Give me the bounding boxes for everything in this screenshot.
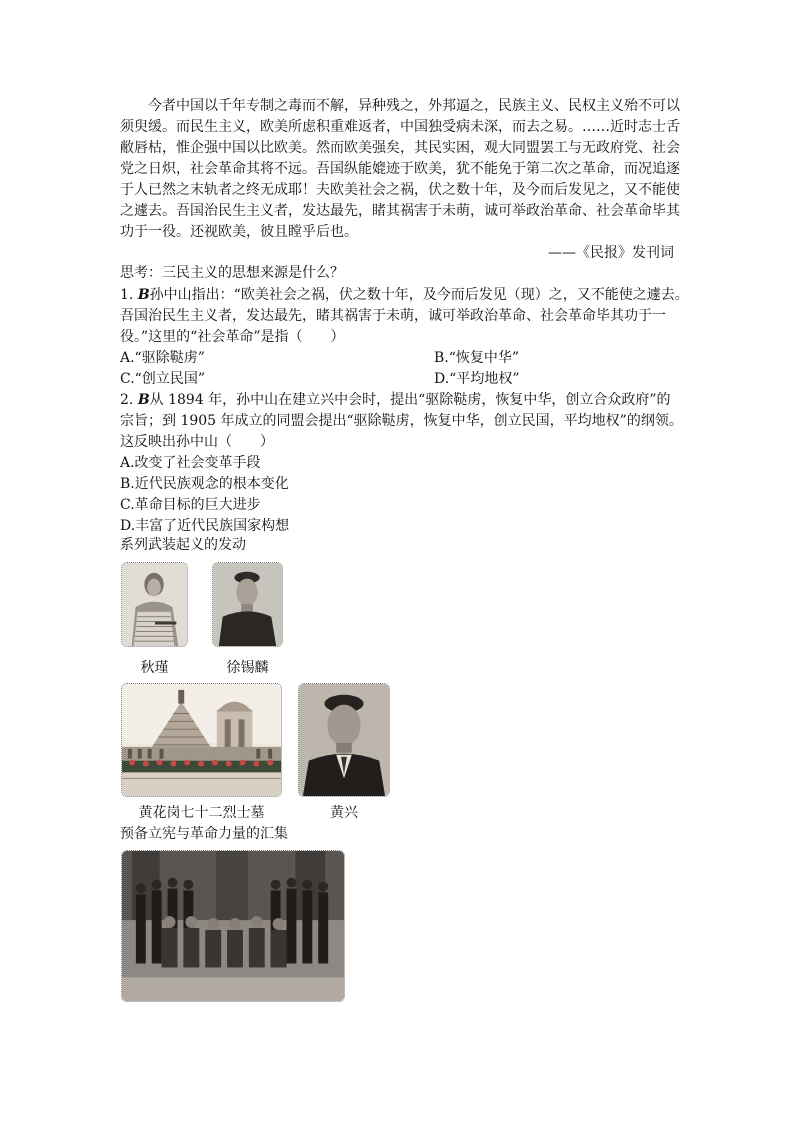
q1-stem-line: 役。”这里的“社会革命”是指（ ）: [120, 329, 345, 345]
q2-stem-line: 从 1894 年，孙中山在建立兴中会时，提出“驱除鞑虏，恢复中华，创立合众政府”的: [149, 392, 671, 408]
section-heading-constitution: 预备立宪与革命力量的汇集: [120, 826, 288, 842]
passage-line: 功于一役。还视欧美，彼且瞠乎后也。: [120, 224, 358, 240]
passage-line: 党之日炽，社会革命其将不远。吾国纵能媲迹于欧美，犹不能免于第二次之革命，而况追逐: [120, 161, 680, 177]
xuxilin-caption: 徐锡麟: [226, 660, 269, 676]
q2-answer-tag: B: [137, 392, 150, 408]
think-question: 思考：三民主义的思想来源是什么？: [120, 265, 344, 281]
q2-stem-line: 宗旨；到 1905 年成立的同盟会提出“驱除鞑虏，恢复中华，创立民国，平均地权”的纲领。: [120, 413, 683, 429]
q1-stem-line: 孙中山指出：“欧美社会之祸，伏之数十年，及今而后发见（现）之，又不能使之遽去。: [149, 287, 689, 303]
q2-option-d: D.丰富了近代民族国家构想: [120, 518, 290, 534]
passage-source: ——《民报》发刊词: [548, 245, 674, 261]
q1-option-d: D.“平均地权”: [434, 371, 520, 387]
xuxilin-photo: [212, 562, 283, 647]
q1-option-b: B.“恢复中华”: [434, 350, 520, 366]
q1-answer-tag: B: [137, 287, 150, 303]
passage-line: 今者中国以千年专制之毒而不解，异种残之，外邦逼之，民族主义、民权主义殆不可以: [148, 98, 680, 114]
huanghuagang-tomb-caption: 黄花岗七十二烈士墓: [138, 805, 265, 821]
qiujin-photo: [121, 562, 188, 647]
passage-line: 敝唇枯，惟企强中国以比欧美。然而欧美强矣，其民实困，观大同盟罢工与无政府党、社会: [120, 140, 680, 156]
huangxing-caption: 黄兴: [330, 805, 358, 821]
q2-stem-line: 这反映出孙中山（ ）: [120, 434, 274, 450]
q1-line: [120, 285, 689, 306]
group-photo: [121, 850, 345, 1002]
passage: [120, 96, 680, 243]
passage-line: 之遽去。吾国治民生主义者，发达最先，睹其祸害于未萌，诚可举政治革命、社会革命毕其: [120, 203, 680, 219]
huangxing-photo: [298, 683, 390, 797]
section-heading-uprisings: 系列武装起义的发动: [120, 537, 246, 553]
q1-number: 1.: [120, 287, 134, 303]
passage-line: 须臾缓。而民生主义，欧美所虑积重难返者，中国独受病未深，而去之易。……近时志士舌: [120, 119, 680, 135]
q1-option-a: A.“驱除鞑虏”: [120, 350, 205, 366]
q1-option-c: C.“创立民国”: [120, 371, 205, 387]
passage-line: 于人已然之末轨者之终无成耶！夫欧美社会之祸，伏之数十年，及今而后发见之，又不能使: [120, 182, 680, 198]
q2-option-c: C.革命目标的巨大进步: [120, 497, 261, 513]
q2-line: [120, 390, 671, 411]
q2-option-a: A.改变了社会变革手段: [120, 455, 261, 471]
q1-stem-line: 吾国治民生主义者，发达最先，睹其祸害于未萌，诚可举政治革命、社会革命毕其功于一: [120, 308, 666, 324]
q2-option-b: B.近代民族观念的根本变化: [120, 476, 289, 492]
q2-number: 2.: [120, 392, 134, 408]
huanghuagang-tomb-photo: [121, 683, 282, 797]
qiujin-caption: 秋瑾: [140, 660, 169, 676]
